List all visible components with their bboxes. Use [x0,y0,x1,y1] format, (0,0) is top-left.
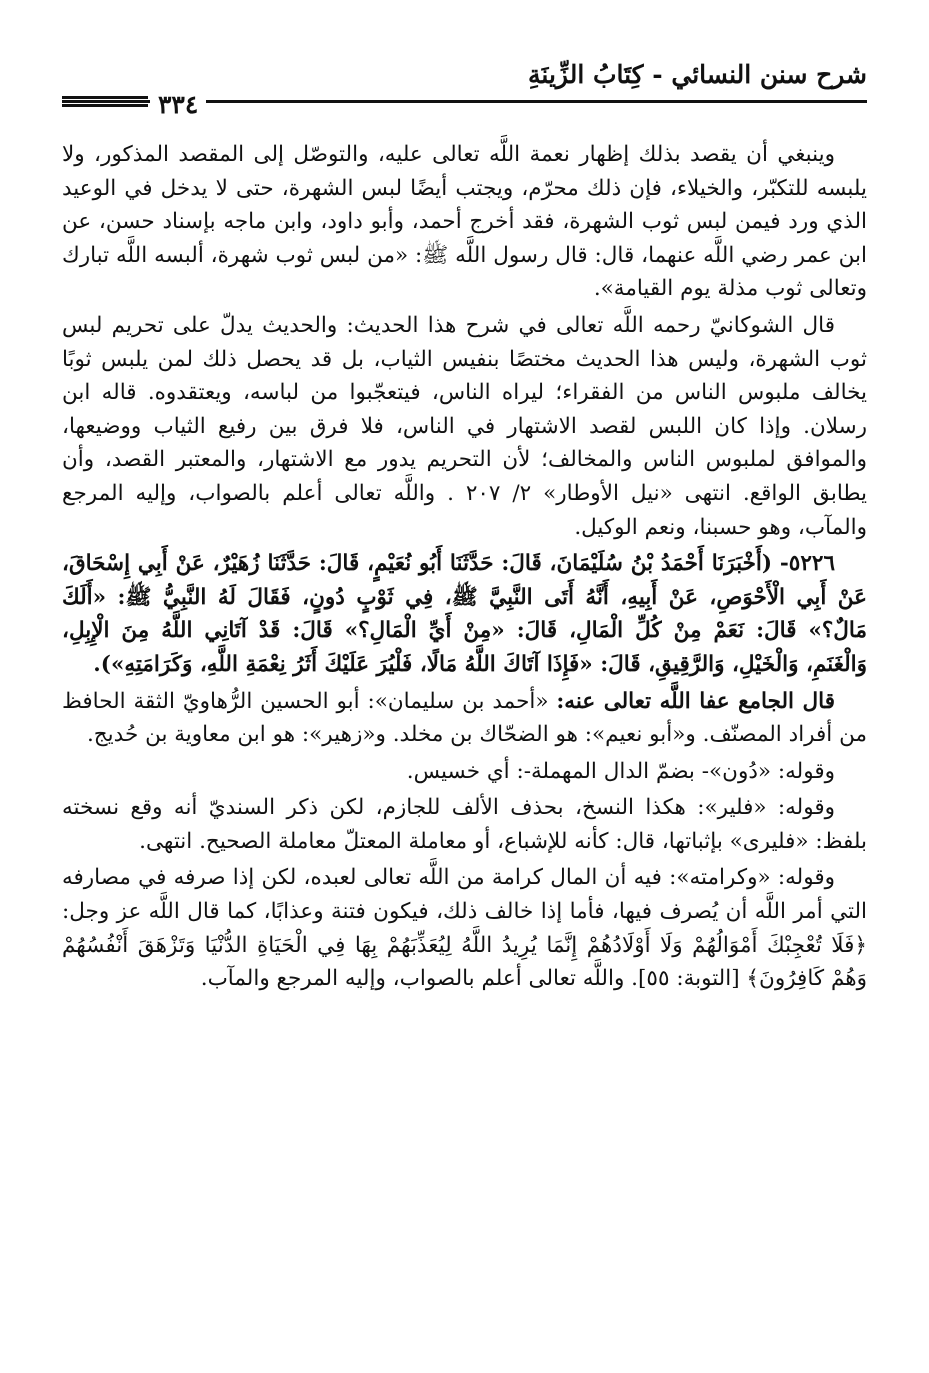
page-number: ٣٣٤ [150,90,206,120]
running-title: شرح سنن النسائي - كِتَابُ الزِّينَةِ [528,60,867,89]
hadith-text: ٥٢٢٦- (أَخْبَرَنَا أَحْمَدُ بْنُ سُلَيْمَانَ، قَالَ: حَدَّثَنَا أَبُو نُعَيْمٍ، قَالَ: حَدَّثَنَا زُهَيْرٌ، عَنْ أَبِي إِسْحَاقَ، عَنْ أَبِي الْأَحْوَصِ، عَنْ أَبِيهِ، أَنَّهُ أَتَى النَّبِيَّ ﷺ، فِي ثَوْبٍ دُونٍ، فَقَالَ لَهُ النَّبِيُّ ﷺ: «أَلَكَ مَالٌ؟» قَالَ: نَعَمْ مِنْ كُلِّ الْمَالِ، قَالَ: «مِنْ أَيِّ الْمَالِ؟» قَالَ: قَدْ آتَانِي اللَّهُ مِنَ الْإِبِلِ، وَالْغَنَمِ، وَالْخَيْلِ، وَالرَّقِيقِ، قَالَ: «فَإِذَا آتَاكَ اللَّهُ مَالًا، فَلْيُرَ عَلَيْكَ أَثَرُ نِعْمَةِ اللَّهِ، وَكَرَامَتِهِ»). [62,551,867,677]
paragraph-falyar: وقوله: «فلير»: هكذا النسخ، بحذف الألف للجازم، لكن ذكر السنديّ أنه وقع نسخته بلفظ: «فليرى» بإثباتها، قال: كأنه للإشباع، أو معاملة المعتلّ معاملة الصحيح. انتهى. [62,795,867,854]
header-double-rule [62,96,148,107]
paragraph-shawkani: قال الشوكانيّ رحمه اللَّه تعالى في شرح هذا الحديث: والحديث يدلّ على تحريم لبس ثوب الشهرة، وليس هذا الحديث مختصًا بنفيس الثياب، بل قد يحصل ذلك لمن يلبس ثوبًا يخالف ملبوس الناس من الفقراء؛ ليراه الناس، فيتعجّبوا من لباسه، ويعتقدوه. قاله ابن رسلان. وإذا كان اللبس لقصد الاشتهار في الناس، فلا فرق بين رفيع الثياب ووضيعها، والموافق لملبوس الناس والمخالف؛ لأن التحريم يدور مع الاشتهار، والمعتبر القصد، وأن يطابق الواقع. انتهى «نيل الأوطار» ٢/ ٢٠٧ . واللَّه تعالى أعلم بالصواب، وإليه المرجع والمآب، وهو حسبنا، ونعم الوكيل. [62,312,867,540]
commentary-text: «أحمد بن سليمان»: أبو الحسين الرُّهاويّ الثقة الحافظ من أفراد المصنّف. و«أبو نعيم»: هو الضحّاك بن مخلد. و«زهير»: هو ابن معاوية بن حُديج. [62,688,867,748]
commentator-lead: قال الجامع عفا اللَّه تعالى عنه: [556,688,835,714]
paragraph-karamatih: وقوله: «وكرامته»: فيه أن المال كرامة من اللَّه تعالى لعبده، لكن إذا صرفه في مصارفه التي أمر اللَّه أن يُصرف فيها، فأما إذا خالف ذلك، فيكون فتنة وعذابًا، كما قال اللَّه عز وجل: ﴿فَلَا تُعْجِبْكَ أَمْوَالُهُمْ وَلَا أَوْلَادُهُمْ إِنَّمَا يُرِيدُ اللَّهُ لِيُعَذِّبَهُمْ بِهَا فِي الْحَيَاةِ الدُّنْيَا وَتَزْهَقَ أَنْفُسُهُمْ وَهُمْ كَافِرُونَ﴾ [التوبة: ٥٥]. واللَّه تعالى أعلم بالصواب، وإليه المرجع والمآب. [62,865,867,992]
paragraph-commentary [62,685,867,752]
page-header [62,52,867,119]
page-body [62,138,867,999]
paragraph-doon: وقوله: «دُون»- بضمّ الدال المهملة-: أي خسيس. [406,758,835,784]
paragraph-intro: وينبغي أن يقصد بذلك إظهار نعمة اللَّه تعالى عليه، والتوصّل إلى المقصد المذكور، ولا يلبسه للتكبّر، والخيلاء، فإن ذلك محرّم، ويجتب أيضًا لبس الشهرة، حتى لا يدخل في الوعيد الذي ورد فيمن لبس ثوب الشهرة، فقد أخرج أحمد، وأبو داود، وابن ماجه بإسناد حسن، عن ابن عمر رضي اللَّه عنهما، قال: قال رسول اللَّه ﷺ: «من لبس ثوب شهرة، ألبسه اللَّه تبارك وتعالى ثوب مذلة يوم القيامة». [62,142,867,302]
